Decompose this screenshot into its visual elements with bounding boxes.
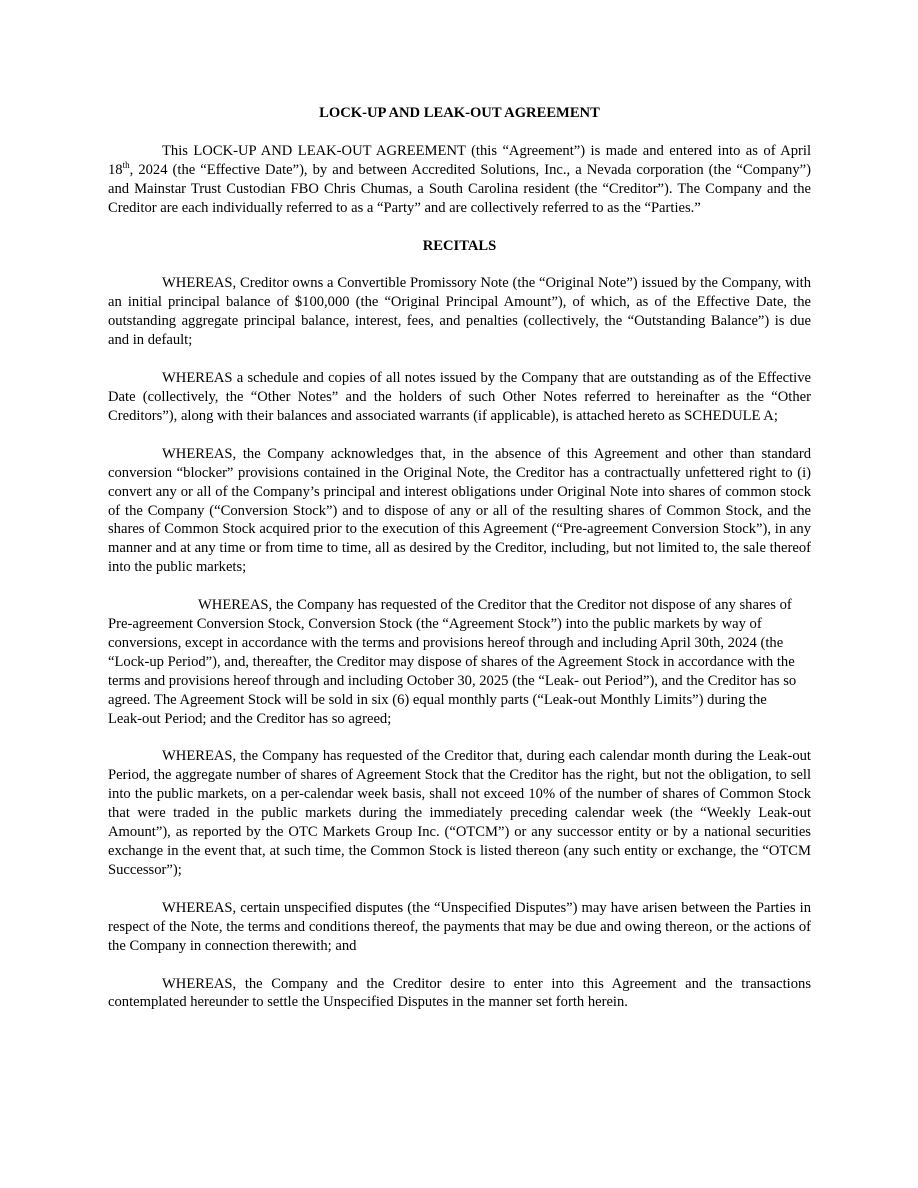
recital-weekly-leak-out: WHEREAS, the Company has requested of the Creditor that, during each calendar month during the Leak-out Period, the aggregate number of shares of Agreement Stock that the Creditor has the right, but not the obligation, to sell into the public markets, on a per-calendar week basis, shall not exceed 10% of the number of shares of Common Stock that were traded in the public markets during the immediately preceding calendar week (the “Weekly Leak-out Amount”), as reported by the OTC Markets Group Inc. (“OTCM”) or any successor entity or by a national securities exchange in the event that, at such time, the Common Stock is listed thereon (any such entity or exchange, the “OTCM Successor”);	[108, 748, 811, 878]
recital-lock-up-period: WHEREAS, the Company has requested of the Creditor that the Creditor not dispose of any shares of Pre-agreement Conversion Stock, Conversion Stock (the “Agreement Stock”) into the public markets by way of conversions, except in accordance with the terms and provisions hereof through and including April 30th, 2024 (the “Lock-up Period”), and, thereafter, the Creditor may dispose of shares of the Agreement Stock in accordance with the terms and provisions hereof through and including October 30, 2025 (the “Leak- out Period”), and the Creditor has so agreed. The Agreement Stock will be sold in six (6) equal monthly parts (“Leak-out Monthly Limits”) during the Leak-out Period; and the Creditor has so agreed;	[108, 597, 797, 727]
document-title: LOCK-UP AND LEAK-OUT AGREEMENT	[319, 105, 600, 121]
intro-text-part2: , 2024 (the “Effective Date”), by and between Accredited Solutions, Inc., a Nevada corporation (the “Company”) and Mainstar Trust Custodian FBO Chris Chumas, a South Carolina resident (the “Creditor”). The Company and the Creditor are each individually referred to as a “Party” and are collectively referred to as the “Parties.”	[108, 161, 811, 216]
intro-paragraph	[108, 142, 811, 218]
date-ordinal-superscript: th	[122, 159, 130, 170]
document-page	[108, 104, 811, 1031]
recitals-heading: RECITALS	[422, 237, 497, 254]
recital-unspecified-disputes: WHEREAS, certain unspecified disputes (the “Unspecified Disputes”) may have arisen between the Parties in respect of the Note, the terms and conditions thereof, the payments that may be due and owing thereon, or the actions of the Company in connection therewith; and	[108, 899, 811, 954]
recital-original-note: WHEREAS, Creditor owns a Convertible Promissory Note (the “Original Note”) issued by the Company, with an initial principal balance of $100,000 (the “Original Principal Amount”), of which, as of the Effective Date, the outstanding aggregate principal balance, interest, fees, and penalties (collectively, the “Outstanding Balance”) is due and in default;	[108, 275, 811, 349]
recital-other-notes-schedule: WHEREAS a schedule and copies of all notes issued by the Company that are outstanding as of the Effective Date (collectively, the “Other Notes” and the holders of such Other Notes referred to hereinafter as the “Other Creditors”), along with their balances and associated warrants (if applicable), is attached hereto as SCHEDULE A;	[108, 370, 811, 424]
intro-text-part1: This LOCK-UP AND LEAK-OUT AGREEMENT (this “Agreement”) is made and entered into as of April 18	[108, 142, 811, 178]
recital-settlement: WHEREAS, the Company and the Creditor desire to enter into this Agreement and the transactions contemplated hereunder to settle the Unspecified Disputes in the manner set forth herein.	[108, 975, 811, 1011]
recital-conversion-rights: WHEREAS, the Company acknowledges that, in the absence of this Agreement and other than standard conversion “blocker” provisions contained in the Original Note, the Creditor has a contractually unfettered right to (i) convert any or all of the Company’s principal and interest obligations under Original Note into shares of common stock of the Company (“Conversion Stock”) and to dispose of any or all of the resulting shares of Common Stock, and the shares of Common Stock acquired prior to the execution of this Agreement (“Pre-agreement Conversion Stock”), in any manner and at any time or from time to time, all as desired by the Creditor, including, but not limited to, the sale thereof into the public markets;	[108, 445, 811, 576]
